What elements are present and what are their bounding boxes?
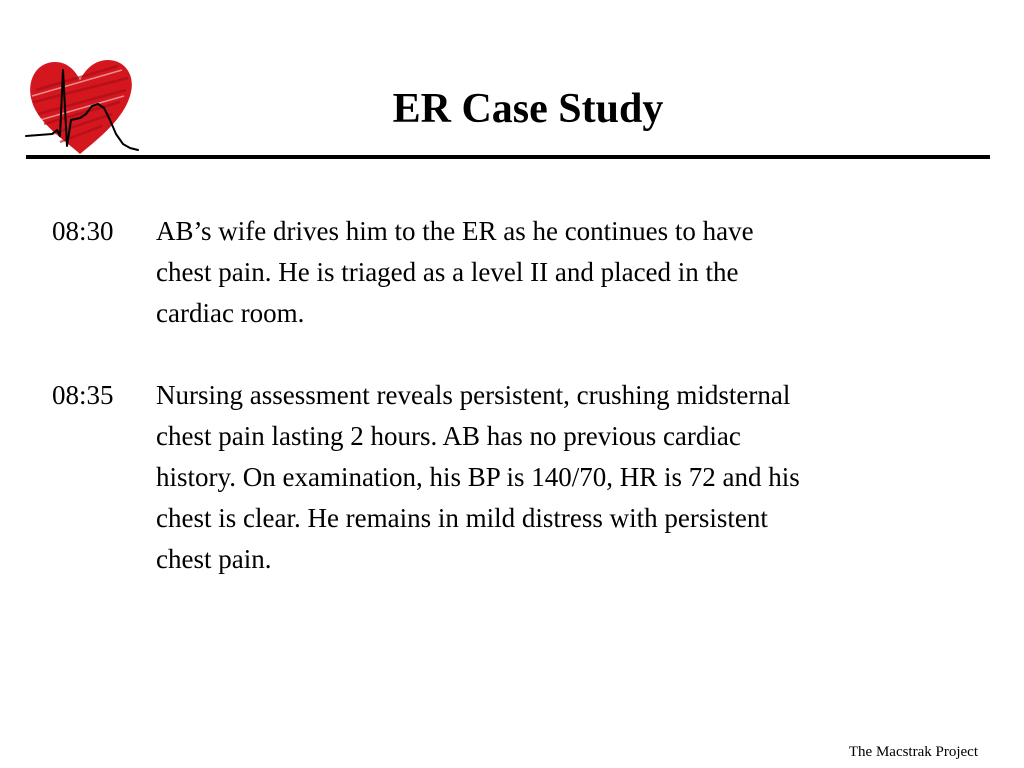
entry-text-line: chest pain. He is triaged as a level II and placed in the <box>156 257 739 287</box>
title-divider <box>26 155 990 159</box>
footer-credit: The Macstrak Project <box>848 744 978 760</box>
entry-text-line: history. On examination, his BP is 140/70, HR is 72 and his <box>156 462 800 492</box>
page-title: ER Case Study <box>392 86 664 132</box>
entry-text <box>156 211 754 334</box>
entry-text-line: chest pain lasting 2 hours. AB has no previous cardiac <box>156 421 741 451</box>
entry-text-line: cardiac room. <box>156 298 305 328</box>
entry-time: 08:35 <box>52 380 114 410</box>
entry-text-line: AB’s wife drives him to the ER as he continues to have <box>156 216 754 246</box>
entry-time: 08:30 <box>52 216 114 246</box>
entry-text <box>156 375 800 580</box>
entry-text-line: Nursing assessment reveals persistent, crushing midsternal <box>156 380 791 410</box>
heart-shape <box>30 60 132 154</box>
heart-ecg-logo-icon <box>22 50 142 162</box>
entry-text-line: chest pain. <box>156 544 272 574</box>
entry-text-line: chest is clear. He remains in mild distress with persistent <box>156 503 768 533</box>
